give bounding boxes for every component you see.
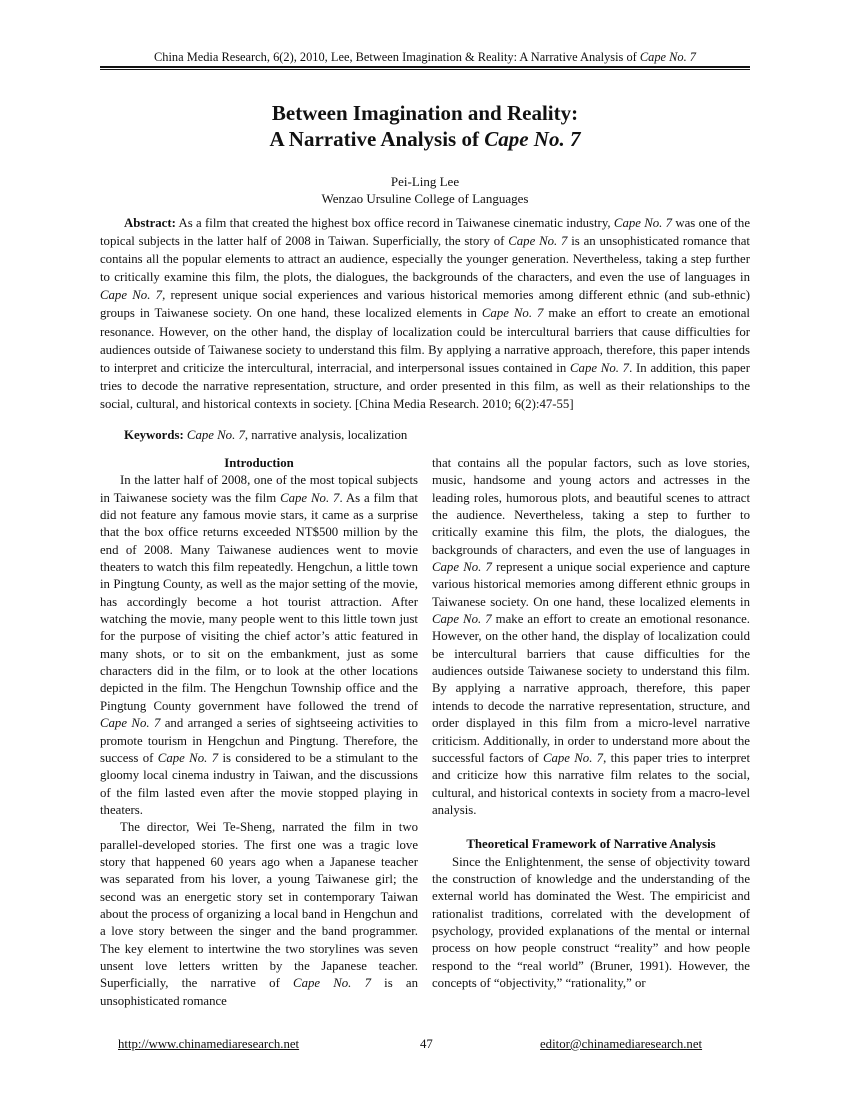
intro-p3-film-1: Cape No. 7 <box>432 560 492 575</box>
abstract-film-5: Cape No. 7 <box>570 360 630 375</box>
running-header-citation: China Media Research, 6(2), 2010, Lee, Between Imagination & Reality: A Narrative Analysis of <box>154 50 640 64</box>
author-affiliation: Wenzao Ursuline College of Languages <box>321 191 529 206</box>
intro-p1-text-c: and arranged a series of sightseeing activities to promote tourism in Hengchun and Pingtung. Therefore, the success of <box>100 716 418 765</box>
footer-email-link[interactable]: editor@chinamediaresearch.net <box>540 1037 703 1051</box>
intro-p1-film-2: Cape No. 7 <box>100 716 161 731</box>
introduction-heading: Introduction <box>224 456 294 470</box>
intro-paragraph-2 <box>100 819 418 1010</box>
abstract-text-5: make an effort to create an emotional resonance. However, on the other hand, the display of localization could be intercultural barriers that cause difficulties for audiences outside of Taiwanese society to understand this film. By applying a narrative approach, therefore, this paper intends to interpret and criticize the intercultural, interracial, and interpersonal issues contained in <box>100 306 750 375</box>
abstract-label: Abstract: <box>124 216 176 230</box>
keywords <box>124 426 750 444</box>
header-rule-thin <box>100 69 750 70</box>
abstract-film-2: Cape No. 7 <box>508 234 568 249</box>
intro-p3-film-2: Cape No. 7 <box>432 612 492 627</box>
intro-p1-film-3: Cape No. 7 <box>157 750 219 765</box>
article-title <box>100 100 750 152</box>
framework-heading: Theoretical Framework of Narrative Analysis <box>466 837 716 852</box>
intro-paragraph-2-continued <box>432 455 750 819</box>
running-header-film-title: Cape No. 7 <box>639 50 696 64</box>
keywords-rest: , narrative analysis, localization <box>244 428 408 442</box>
intro-paragraph-1 <box>100 472 418 819</box>
author-name: Pei-Ling Lee <box>390 174 460 189</box>
intro-p1-text-b: . As a film that did not feature any famous movie stars, it came as a surprise that the box office returns exceeded NT$500 million by the end of 2008. Many Taiwanese audiences went to movie theaters to watch this film repeatedly. Hengchun, a little town in Pingtung County, as well as the major setting of the movie, has accordingly become a hot tourist attraction. After watching the movie, many people went to this little town just for the purpose of visiting the chief actor’s attic featured in many shots, or to sit on the embankment, just as some characters did in the film, or to look at the other locations depicted in the film. The Hengchun Township office and the Pingtung County government have followed the trend of <box>100 490 418 713</box>
title-line-2-prefix: A Narrative Analysis of <box>269 127 485 151</box>
abstract-text-3: is an unsophisticated romance that contains all the popular elements to attract an audience, especially the younger generation. Nevertheless, taking a step further to critically examine this film, the plots, the dialogues, the backgrounds of the characters, and even the use of languages in <box>100 234 750 285</box>
abstract-text-4: , represent unique social experiences and various historical memories among different ethnic (and sub-ethnic) groups in Taiwanese society. On one hand, these localized elements in <box>100 288 750 321</box>
abstract-film-4: Cape No. 7 <box>481 306 544 321</box>
footer-page-number: 47 <box>420 1037 433 1051</box>
abstract-film-3: Cape No. 7 <box>100 288 163 303</box>
intro-p1-text-d: is considered to be a stimulant to the gloomy local cinema industry in Taiwan, and the discussions of the film lasted even after the movie stopped playing in theaters. <box>100 750 418 817</box>
intro-p2-film: Cape No. 7 <box>293 976 371 991</box>
intro-p3-text-a: that contains all the popular factors, such as love stories, music, handsome and young actors and actresses in the leading roles, humorous plots, and beautiful scenes to attract the audience. Nevertheless, taking a step to further to critically examine this film, the plots, the dialogues, the backgrounds of characters, and even the use of languages in <box>432 456 750 557</box>
keywords-label: Keywords: <box>124 428 184 442</box>
title-film: Cape No. 7 <box>484 127 581 151</box>
abstract-text-1: As a film that created the highest box office record in Taiwanese cinematic industry, <box>175 216 614 230</box>
framework-paragraph-1: Since the Enlightenment, the sense of objectivity toward the construction of knowledge and the understanding of the external world has dominated the West. The empiricist and rationalist traditions, correlated with the development of psychology, provided explanations of the mental or internal process on how people construct “reality” and how people respond to the “real world” (Bruner, 1991). However, the concepts of “objectivity,” “rationality,” or <box>432 854 750 990</box>
abstract-text-2: was one of the topical subjects in the latter half of 2008 in Taiwan. Superficially, the story of <box>100 216 750 249</box>
intro-p1-film-1: Cape No. 7 <box>280 490 340 505</box>
footer-website-link[interactable]: http://www.chinamediaresearch.net <box>118 1037 300 1051</box>
intro-p3-film-3: Cape No. 7 <box>542 750 604 765</box>
left-column <box>100 455 418 1010</box>
right-column <box>432 455 750 992</box>
running-header <box>100 50 750 65</box>
header-rule-thick <box>100 66 750 68</box>
intro-p3-text-b: represent a unique social experience and capture various historical memories among different ethnic groups in Taiwanese society. On one hand, these localized elements in <box>432 560 750 609</box>
abstract <box>100 214 750 413</box>
title-line-1: Between Imagination and Reality: <box>271 101 579 125</box>
intro-p3-text-d: , this paper tries to interpret and criticize how this narrative film relates to the social, cultural, and historical contexts in society from a macro-level analysis. <box>432 750 750 817</box>
abstract-text-6: . In addition, this paper tries to decode the narrative representation, structure, and order presented in this film, as well as their relationships to the social, cultural, and historical contexts in society. [China Media Research. 2010; 6(2):47-55] <box>100 360 750 411</box>
intro-p1-text-a: In the latter half of 2008, one of the most topical subjects in Taiwanese society was the film <box>100 473 418 505</box>
intro-p3-text-c: make an effort to create an emotional resonance. However, on the other hand, the display of localization could be intercultural barriers that cause difficulties for the audiences outside Taiwanese society to understand this film. By applying a narrative approach, therefore, this paper intends to decode the narrative representation, structure, and order displayed in this film from a micro-level narrative criticism. Additionally, in order to understand more about the successful factors of <box>432 612 750 765</box>
intro-p2-text-b: is an unsophisticated romance <box>100 976 418 1008</box>
keywords-film: Cape No. 7 <box>186 428 245 442</box>
intro-p2-text-a: The director, Wei Te-Sheng, narrated the film in two parallel-developed stories. The first one was a tragic love story that happened 60 years ago when a Japanese teacher was separated from his lover, a young Taiwanese girl; the second was an energetic story set in contemporary Taiwan about the process of organizing a local band in Hengchun and a love story between the singer and the band programmer. The key element to intertwine the two storylines was seven unsent love letters written by the Japanese teacher. Superficially, the narrative of <box>100 820 418 991</box>
abstract-film-1: Cape No. 7 <box>613 216 673 230</box>
